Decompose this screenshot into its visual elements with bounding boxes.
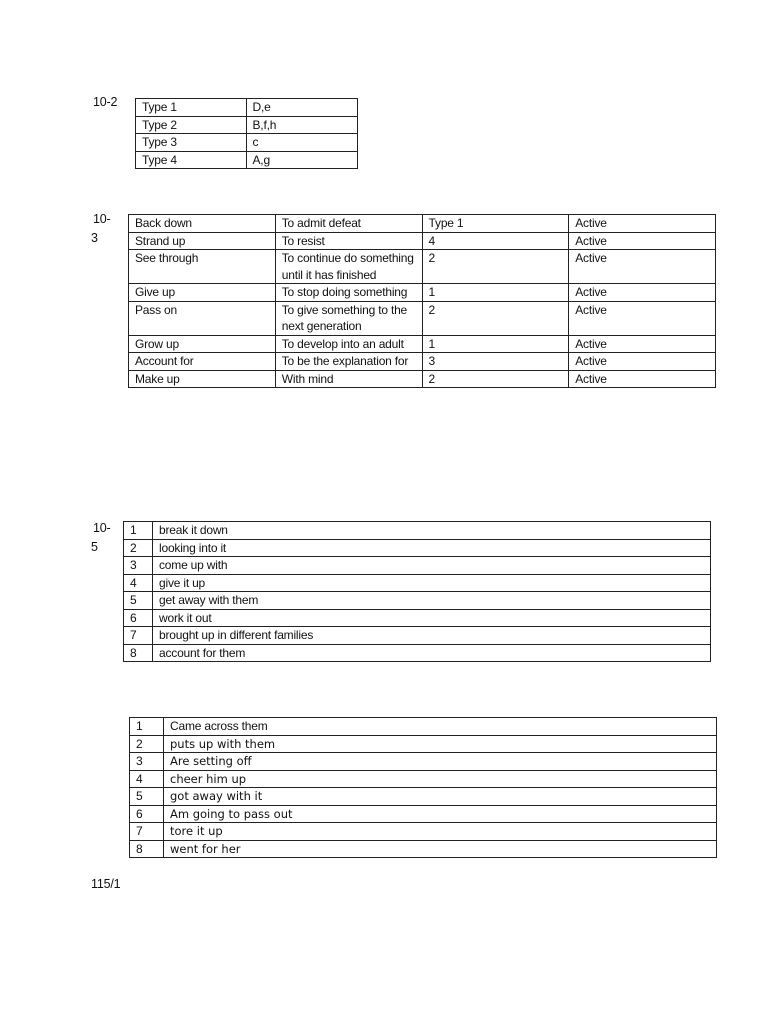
table-row xyxy=(124,574,711,592)
table-cell: Am going to pass out xyxy=(164,805,717,823)
table-cell: See through xyxy=(129,250,276,284)
table-cell: 4 xyxy=(130,770,164,788)
table-cell: 3 xyxy=(422,353,569,371)
section-label-10-5-line2: 5 xyxy=(91,540,98,554)
table-cell: To give something to the next generation xyxy=(275,301,422,335)
table-cell: got away with it xyxy=(164,788,717,806)
table-cell: get away with them xyxy=(153,592,711,610)
table-cell: 6 xyxy=(124,609,153,627)
table-cell: With mind xyxy=(275,370,422,388)
table-row xyxy=(130,753,717,771)
section-label-10-3-line1: 10- xyxy=(93,212,111,226)
table-row xyxy=(130,770,717,788)
table-cell: Active xyxy=(569,353,716,371)
table-cell: looking into it xyxy=(153,539,711,557)
table-cell: Are setting off xyxy=(164,753,717,771)
table-cell: Active xyxy=(569,370,716,388)
table-cell: 2 xyxy=(422,301,569,335)
section-label-10-3-line2: 3 xyxy=(91,231,98,245)
table-row xyxy=(129,250,716,284)
table-cell: 2 xyxy=(124,539,153,557)
table-row xyxy=(130,823,717,841)
table-row xyxy=(129,215,716,233)
table-cell: 1 xyxy=(130,718,164,736)
table-cell: account for them xyxy=(153,644,711,662)
table-cell: Pass on xyxy=(129,301,276,335)
table-10-5 xyxy=(123,521,711,662)
table-cell: 4 xyxy=(422,232,569,250)
table-cell: 7 xyxy=(124,627,153,645)
table-cell: To develop into an adult xyxy=(275,335,422,353)
table-cell: 2 xyxy=(130,735,164,753)
table-cell: D,e xyxy=(246,99,358,117)
table-cell: give it up xyxy=(153,574,711,592)
table-cell: Account for xyxy=(129,353,276,371)
table-cell: Type 4 xyxy=(136,151,247,169)
table-row xyxy=(124,592,711,610)
table-cell: 1 xyxy=(422,335,569,353)
table-cell: Type 2 xyxy=(136,116,247,134)
table-row xyxy=(136,134,358,152)
table-cell: Active xyxy=(569,232,716,250)
table-row xyxy=(124,627,711,645)
table-row xyxy=(124,644,711,662)
table-row xyxy=(124,522,711,540)
section-label-10-2: 10-2 xyxy=(93,95,118,109)
table-cell: Give up xyxy=(129,284,276,302)
table-cell: A,g xyxy=(246,151,358,169)
table-row xyxy=(129,232,716,250)
table-row xyxy=(129,353,716,371)
table-10-2 xyxy=(135,98,358,169)
table-row xyxy=(136,151,358,169)
table-cell: 8 xyxy=(130,840,164,858)
table-cell: 5 xyxy=(130,788,164,806)
table-row xyxy=(129,335,716,353)
table-cell: cheer him up xyxy=(164,770,717,788)
table-cell: 8 xyxy=(124,644,153,662)
table-cell: To continue do something until it has finished xyxy=(275,250,422,284)
table-cell: 5 xyxy=(124,592,153,610)
table-cell: Active xyxy=(569,250,716,284)
table-row xyxy=(129,284,716,302)
table-cell: Active xyxy=(569,301,716,335)
table-cell: 2 xyxy=(422,250,569,284)
table-row xyxy=(130,718,717,736)
table-cell: break it down xyxy=(153,522,711,540)
table-cell: 4 xyxy=(124,574,153,592)
table-row xyxy=(124,609,711,627)
table-cell: brought up in different families xyxy=(153,627,711,645)
table-cell: Make up xyxy=(129,370,276,388)
section-label-115-1: 115/1 xyxy=(91,877,121,891)
table-10-3 xyxy=(128,214,716,388)
table-cell: Back down xyxy=(129,215,276,233)
table-cell: 3 xyxy=(124,557,153,575)
table-row xyxy=(136,99,358,117)
section-label-10-5-line1: 10- xyxy=(93,521,111,535)
table-cell: 1 xyxy=(124,522,153,540)
table-cell: Came across them xyxy=(164,718,717,736)
table-cell: To be the explanation for xyxy=(275,353,422,371)
table-row xyxy=(130,735,717,753)
table-cell: went for her xyxy=(164,840,717,858)
table-cell: work it out xyxy=(153,609,711,627)
table-cell: Active xyxy=(569,335,716,353)
table-cell: Type 1 xyxy=(136,99,247,117)
table-cell: c xyxy=(246,134,358,152)
table-cell: Type 1 xyxy=(422,215,569,233)
table-cell: B,f,h xyxy=(246,116,358,134)
table-row xyxy=(130,840,717,858)
table-cell: Active xyxy=(569,284,716,302)
table-row xyxy=(136,116,358,134)
table-cell: To resist xyxy=(275,232,422,250)
table-cell: 6 xyxy=(130,805,164,823)
table-cell: puts up with them xyxy=(164,735,717,753)
table-row xyxy=(124,539,711,557)
table-row xyxy=(130,805,717,823)
table-row xyxy=(129,301,716,335)
table-cell: 3 xyxy=(130,753,164,771)
table-cell: come up with xyxy=(153,557,711,575)
table-cell: To stop doing something xyxy=(275,284,422,302)
table-cell: Type 3 xyxy=(136,134,247,152)
table-cell: 2 xyxy=(422,370,569,388)
table-cell: tore it up xyxy=(164,823,717,841)
table-cell: Strand up xyxy=(129,232,276,250)
table-row xyxy=(129,370,716,388)
table-row xyxy=(124,557,711,575)
table-cell: Active xyxy=(569,215,716,233)
table-cell: To admit defeat xyxy=(275,215,422,233)
table-cell: Grow up xyxy=(129,335,276,353)
table-cell: 1 xyxy=(422,284,569,302)
table-phrasal-answers xyxy=(129,717,717,858)
table-cell: 7 xyxy=(130,823,164,841)
table-row xyxy=(130,788,717,806)
